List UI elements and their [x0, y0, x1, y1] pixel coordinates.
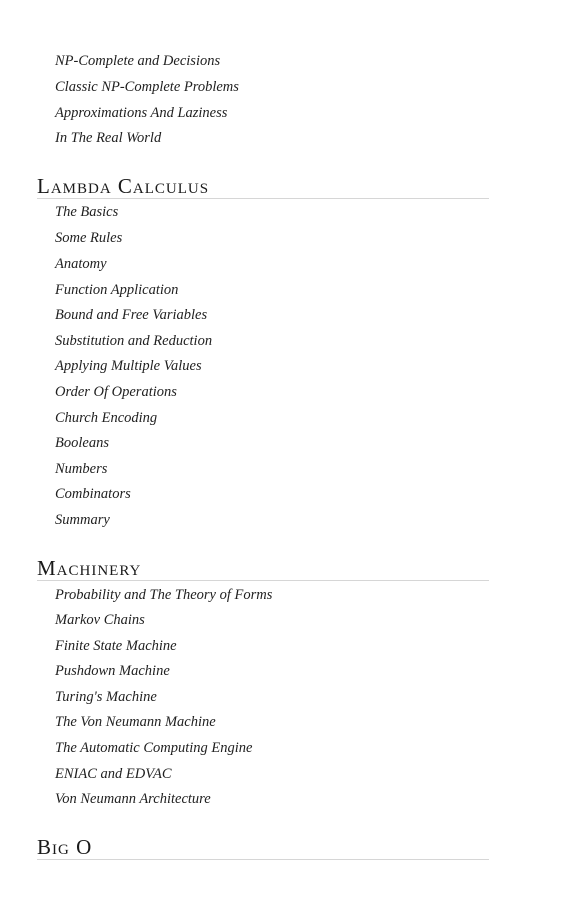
toc-entry-bound-and-free-variables[interactable]: Bound and Free Variables — [55, 307, 208, 323]
toc-entry-applying-multiple-values[interactable]: Applying Multiple Values — [55, 358, 202, 374]
toc-entry-some-rules[interactable]: Some Rules — [55, 230, 123, 246]
toc-entry-summary[interactable]: Summary — [55, 512, 110, 528]
toc-entry-finite-state-machine[interactable]: Finite State Machine — [55, 638, 177, 654]
toc-entry-the-automatic-computing-engine[interactable]: The Automatic Computing Engine — [55, 740, 253, 756]
toc-entry-pushdown-machine[interactable]: Pushdown Machine — [55, 663, 170, 679]
chapter-heading-machinery[interactable]: Machinery — [37, 556, 489, 581]
toc-entry-combinators[interactable]: Combinators — [55, 486, 131, 502]
toc-entry-church-encoding[interactable]: Church Encoding — [55, 410, 158, 426]
chapter-heading-lambda-calculus[interactable]: Lambda Calculus — [37, 174, 489, 199]
toc-entry-von-neumann-architecture[interactable]: Von Neumann Architecture — [55, 791, 211, 807]
toc-entry-substitution-and-reduction[interactable]: Substitution and Reduction — [55, 333, 213, 349]
toc-entry-function-application[interactable]: Function Application — [55, 282, 179, 298]
toc-entry-order-of-operations[interactable]: Order Of Operations — [55, 384, 177, 400]
toc-entry-the-von-neumann-machine[interactable]: The Von Neumann Machine — [55, 714, 216, 730]
chapter-heading-big-o[interactable]: Big O — [37, 835, 489, 860]
toc-entry-approximations-and-laziness[interactable]: Approximations And Laziness — [55, 105, 228, 121]
toc-entry-booleans[interactable]: Booleans — [55, 435, 109, 451]
toc-entry-turings-machine[interactable]: Turing's Machine — [55, 689, 157, 705]
toc-entry-probability-and-the-theory-of-forms[interactable]: Probability and The Theory of Forms — [55, 587, 273, 603]
toc-entry-eniac-and-edvac[interactable]: ENIAC and EDVAC — [55, 766, 172, 782]
toc-entry-markov-chains[interactable]: Markov Chains — [55, 612, 145, 628]
toc-entry-the-basics[interactable]: The Basics — [55, 204, 119, 220]
toc-entry-anatomy[interactable]: Anatomy — [55, 256, 107, 272]
toc-entry-numbers[interactable]: Numbers — [55, 461, 108, 477]
toc-entry-np-complete-and-decisions[interactable]: NP-Complete and Decisions — [55, 53, 221, 69]
toc-entry-classic-np-complete-problems[interactable]: Classic NP-Complete Problems — [55, 79, 239, 95]
toc-entry-in-the-real-world[interactable]: In The Real World — [55, 130, 162, 146]
